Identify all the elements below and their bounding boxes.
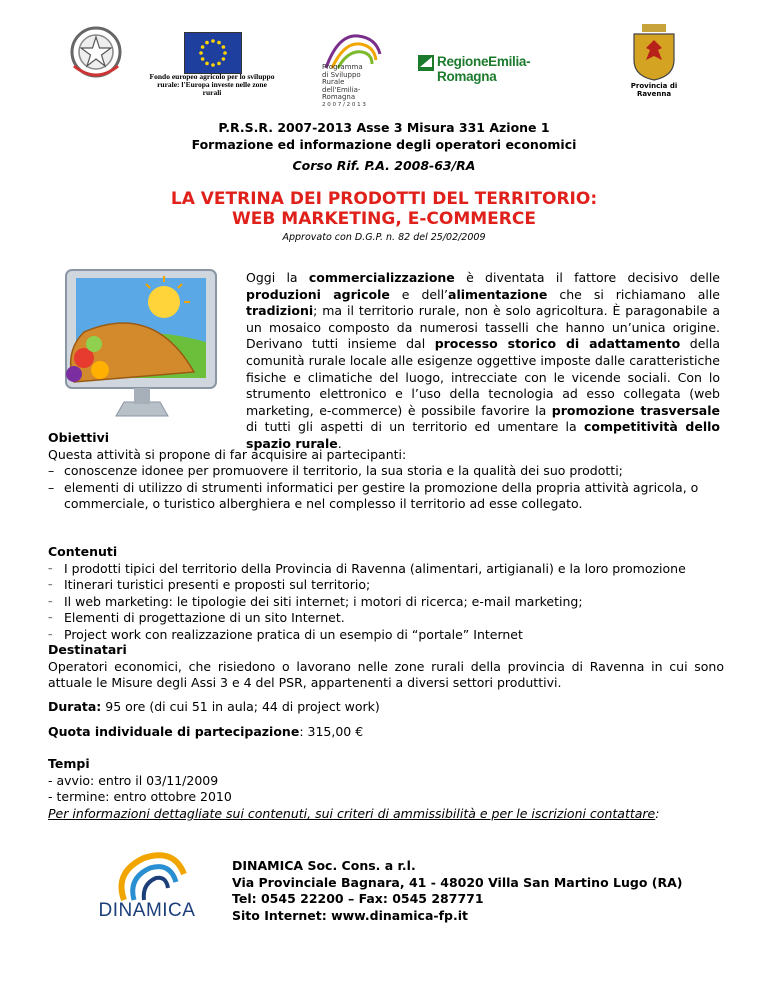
- course-ref: Corso Rif. P.A. 2008-63/RA: [292, 158, 476, 173]
- section-destinatari: [48, 642, 724, 692]
- contact-website: Sito Internet: www.dinamica-fp.it: [232, 907, 468, 923]
- durata-value: 95 ore (di cui 51 in aula; 44 di project work): [101, 699, 380, 714]
- tempi-end: - termine: entro ottobre 2010: [48, 789, 232, 804]
- section-durata: [48, 699, 724, 716]
- intro-text-run: che si richiamano alle: [547, 286, 720, 302]
- title-line-1: LA VETRINA DEI PRODOTTI DEL TERRITORIO:: [170, 189, 598, 209]
- intro-text-run: Oggi la: [246, 270, 309, 285]
- list-item: – Il web marketing: le tipologie dei siti internet; i motori di ricerca; e-mail marketing;: [48, 594, 724, 611]
- intro-bold-run: commercializzazione: [308, 270, 455, 285]
- list-item: – conoscenze idonee per promuovere il territorio, la sua storia e la qualità dei suo prodotti;: [48, 463, 724, 480]
- destinatari-heading: Destinatari: [48, 642, 127, 657]
- info-note-text: Per informazioni dettagliate sui contenuti, sui criteri di ammissibilità e per le iscrizioni contattare: [48, 806, 656, 821]
- dinamica-logo: [82, 852, 212, 924]
- regione-name: RegioneEmilia-Romagna: [437, 54, 531, 84]
- regione-flag-icon: [418, 55, 434, 71]
- intro-text-run: e dell’: [389, 286, 449, 302]
- list-item: – I prodotti tipici del territorio della Provincia di Ravenna (alimentari, artigianali) e la loro promozione: [48, 561, 724, 578]
- intro-text-run: .: [337, 435, 342, 451]
- eu-caption: Fondo europeo agricolo per lo sviluppo rurale: l'Europa investe nelle zone rurali: [149, 72, 275, 97]
- contact-block: [232, 858, 682, 924]
- contact-address: Via Provinciale Bagnara, 41 - 48020 Villa San Martino Lugo (RA): [232, 874, 683, 890]
- destinatari-text: Operatori economici, che risiedono o lavorano nelle zone rurali della provincia di Ravenna in cui sono attuale le Misure degli Assi 3 e 4 del PSR, appartenenti a diversi settori produttivi.: [48, 658, 724, 690]
- intro-bold-run: processo storico di adattamento: [434, 336, 681, 352]
- intro-bold-run: produzioni agricole: [246, 286, 390, 302]
- header-line-1: P.R.S.R. 2007-2013 Asse 3 Misura 331 Azione 1: [218, 120, 550, 135]
- intro-bold-run: alimentazione: [448, 286, 548, 302]
- list-item: – Itinerari turistici presenti e proposti sul territorio;: [48, 577, 724, 594]
- section-obiettivi: [48, 430, 724, 513]
- info-note: [48, 806, 659, 821]
- intro-bold-run: competitività dello spazio rurale: [246, 419, 720, 451]
- psr-line-2: di Sviluppo Rurale: [322, 70, 361, 86]
- section-tempi: [48, 756, 724, 806]
- quota-value: : 315,00 €: [299, 724, 364, 739]
- approval-note: Approvato con D.G.P. n. 82 del 25/02/2009: [282, 232, 486, 243]
- dinamica-swirl-icon: [104, 852, 194, 904]
- section-contenuti: [48, 544, 724, 643]
- intro-bold-run: tradizioni: [246, 303, 314, 319]
- provincia-crest: [622, 22, 686, 98]
- psr-line-1: Programma: [322, 63, 363, 71]
- list-item: – Elementi di progettazione di un sito Internet.: [48, 610, 724, 627]
- intro-text-run: della comunità rurale locale alle esigenze oggettive imposte dalle caratteristiche fisiche e climatiche del luogo, intrecciate con le vicende sociali. Con lo strumento elettronico e l’uso della tecnologia ad esso collegata (web marketing, e-commerce) è possibile favorire la: [246, 336, 720, 418]
- header-block: [0, 119, 768, 153]
- header-line-2: Formazione ed informazione degli operatori economici: [191, 137, 577, 152]
- quota-label: Quota individuale di partecipazione: [48, 724, 300, 739]
- cornucopia-monitor-illustration: [44, 262, 240, 422]
- dinamica-name: DINAMICA: [98, 900, 196, 921]
- regione-logo: [418, 54, 588, 84]
- italian-republic-emblem: [64, 22, 128, 86]
- psr-line-4: 2 0 0 7 / 2 0 1 3: [322, 101, 366, 108]
- psr-line-3: dell'Emilia-Romagna: [322, 85, 361, 101]
- contact-company: DINAMICA Soc. Cons. a r.l.: [232, 858, 416, 873]
- intro-text-run: ; ma il territorio rurale, non è solo agricoltura. È paragonabile a un mosaico composto da numerosi tasselli che hanno un’unica origine. Derivano tutti insieme dal: [246, 303, 720, 352]
- section-quota: [48, 724, 724, 741]
- intro-text-run: di tutti gli aspetti di un territorio ed umentare la: [246, 419, 584, 435]
- eu-flag-logo: [184, 32, 242, 74]
- psr-logo: [318, 30, 384, 108]
- intro-text-run: è diventata il fattore decisivo delle: [454, 270, 720, 285]
- obiettivi-heading: Obiettivi: [48, 430, 110, 445]
- tempi-heading: Tempi: [48, 756, 90, 771]
- title-line-2: WEB MARKETING, E-COMMERCE: [232, 209, 536, 229]
- contact-phone: Tel: 0545 22200 – Fax: 0545 287771: [232, 891, 484, 906]
- provincia-name: Provincia di Ravenna: [630, 82, 678, 98]
- contenuti-heading: Contenuti: [48, 544, 118, 559]
- obiettivi-lead: Questa attività si propone di far acquisire ai partecipanti:: [48, 446, 407, 462]
- durata-label: Durata:: [48, 699, 102, 714]
- info-note-colon: :: [655, 806, 660, 821]
- page-title: [0, 189, 768, 229]
- intro-paragraph: [246, 270, 720, 453]
- tempi-start: - avvio: entro il 03/11/2009: [48, 772, 219, 788]
- list-item: – Project work con realizzazione pratica di un esempio di “portale” Internet: [48, 627, 724, 644]
- list-item: – elementi di utilizzo di strumenti informatici per gestire la promozione della propria attività agricola, o commerciale, o turistico alberghiera e nel complesso il territorio ad esse collegato.: [48, 480, 724, 513]
- intro-bold-run: promozione trasversale: [551, 402, 720, 418]
